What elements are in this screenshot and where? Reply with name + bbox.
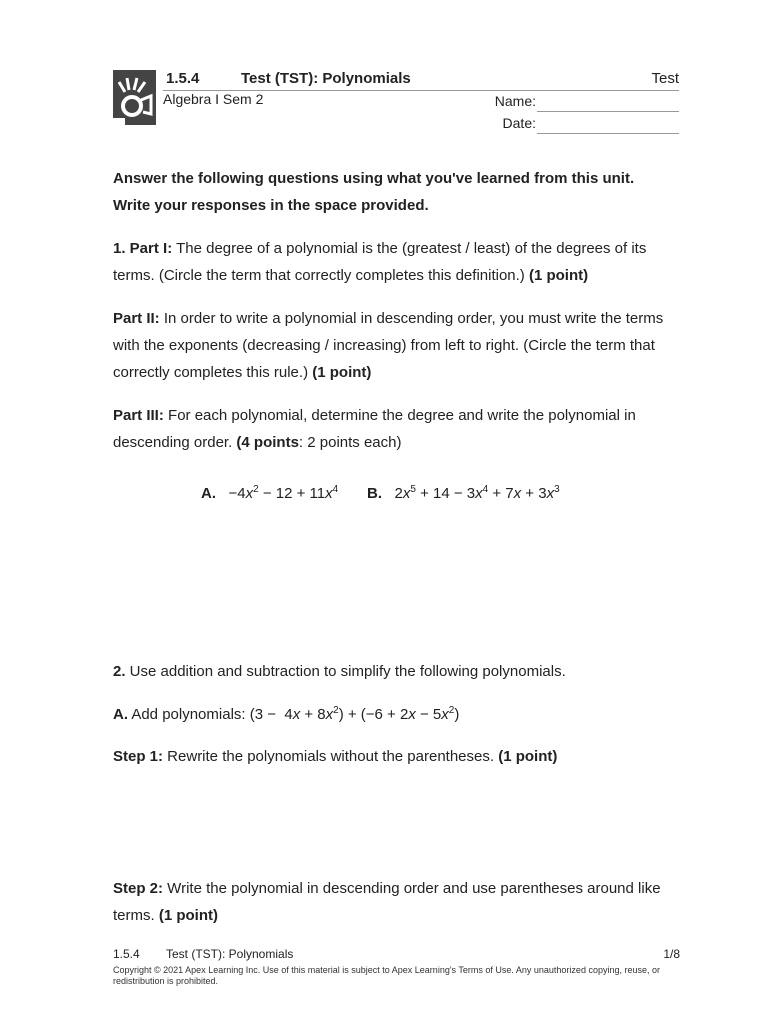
question-2-a: A. Add polynomials: $(3 - 4x + 8x^2) + (-6 + 2x - 5x^2)$ <box>113 705 460 723</box>
step2-points: (1 point) <box>158 907 218 924</box>
polynomial-b-label: B. <box>367 485 382 502</box>
q1-part1-label: 1. Part I: <box>113 240 173 257</box>
question-1-part-1 <box>113 235 673 289</box>
q1-part3-points-rest: : 2 points each) <box>298 434 402 451</box>
q1-part2-label: Part II: <box>113 310 160 327</box>
q1-part1-text: The degree of a polynomial is the (greatest / least) of the degrees of its terms. (Circle the term that correctly completes this definition.) <box>113 240 647 284</box>
q2-a-text: Add polynomials: <box>128 706 250 723</box>
q1-part3-text: For each polynomial, determine the degree and write the polynomial in descending order. <box>113 407 636 451</box>
q2-text: Use addition and subtraction to simplify the following polynomials. <box>125 663 566 680</box>
step1-label: Step 1: <box>113 748 164 765</box>
lesson-title: Test (TST): Polynomials <box>241 70 411 87</box>
polynomial-a: A. $-4x^2 - 12 + 11x^4$ <box>201 484 339 502</box>
q1-part3-label: Part III: <box>113 407 164 424</box>
step2-label: Step 2: <box>113 880 164 897</box>
step1-text: Rewrite the polynomials without the parentheses. <box>163 748 499 765</box>
copyright-notice: Copyright © 2021 Apex Learning Inc. Use of this material is subject to Apex Learning's Terms of Use. Any unauthorized copying, reuse, or redistribution is prohibited. <box>113 965 660 986</box>
step-1 <box>113 743 673 770</box>
date-field-line[interactable] <box>537 133 679 134</box>
name-label: Name: <box>494 93 536 109</box>
question-1-part-3 <box>113 402 673 456</box>
document-type: Test <box>651 70 679 87</box>
question-2 <box>113 658 673 685</box>
polynomial-a-label: A. <box>201 485 216 502</box>
q2-label: 2. <box>113 663 126 680</box>
page-number: 1/8 <box>663 947 680 961</box>
apex-logo-icon <box>113 70 156 125</box>
step1-points: (1 point) <box>498 748 558 765</box>
footer-lesson-number: 1.5.4 <box>113 947 140 961</box>
question-1-part-2 <box>113 305 673 386</box>
course-name: Algebra I Sem 2 <box>163 91 264 107</box>
q1-part2-points: (1 point) <box>312 364 372 381</box>
instructions: Answer the following questions using what you've learned from this unit. Write your responses in the space provided. <box>113 170 635 214</box>
date-label: Date: <box>502 115 536 131</box>
q2-a-label: A. <box>113 706 128 723</box>
q1-part1-points: (1 point) <box>528 267 589 284</box>
polynomial-b: B. $2x^5 + 14 - 3x^4 + 7x + 3x^3$ <box>367 484 560 502</box>
step-2 <box>113 875 673 929</box>
name-field-line[interactable] <box>537 111 679 112</box>
lesson-number: 1.5.4 <box>166 70 200 87</box>
q1-part3-points: (4 points <box>236 434 299 451</box>
q1-part2-text: In order to write a polynomial in descending order, you must write the terms with the exponents (decreasing / increasing) from left to right. (Circle the term that correctly completes this rule.) <box>113 310 664 381</box>
step2-text: Write the polynomial in descending order and use parentheses around like terms. <box>113 880 661 924</box>
footer-lesson-title: Test (TST): Polynomials <box>166 947 294 961</box>
